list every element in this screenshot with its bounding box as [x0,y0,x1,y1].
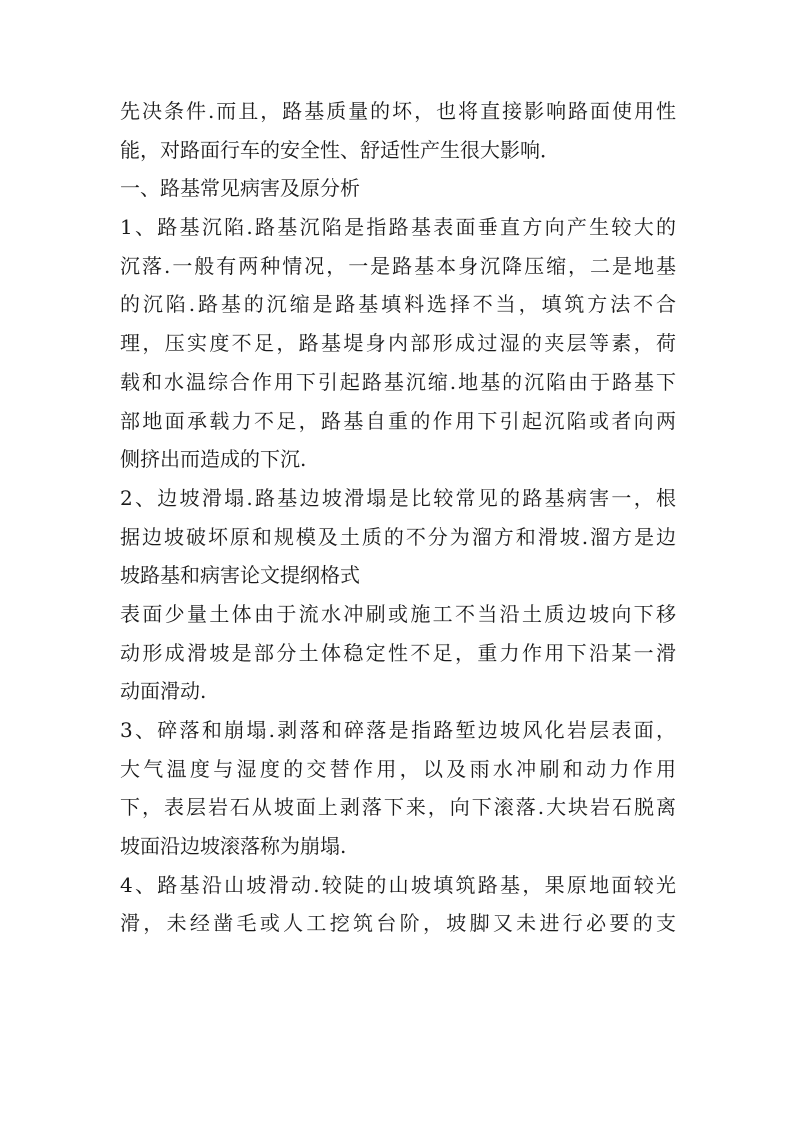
text-line: 载和水温综合作用下引起路基沉缩.地基的沉陷由于路基下 [120,369,676,394]
text-line: 据边坡破坏原和规模及土质的不分为溜方和滑坡.溜方是边 [120,524,676,549]
section-heading: 一、路基常见病害及原分析 [120,176,360,201]
text-line: 侧挤出而造成的下沉. [120,447,307,472]
text-line: 理，压实度不足，路基堤身内部形成过湿的夹层等素，荷 [120,331,676,356]
text-line: 动面滑动. [120,679,207,704]
text-line: 2、边坡滑塌.路基边坡滑塌是比较常见的路基病害一，根 [120,485,676,510]
text-line: 坡路基和病害论文提纲格式 [120,563,360,588]
text-line: 动形成滑坡是部分土体稳定性不足，重力作用下沿某一滑 [120,640,676,665]
text-line: 能，对路面行车的安全性、舒适性产生很大影响． [120,137,560,162]
text-line: 3、碎落和崩塌.剥落和碎落是指路堑边坡风化岩层表面， [120,718,676,742]
text-line: 滑，未经凿毛或人工挖筑台阶，坡脚又未进行必要的支 [120,911,676,936]
text-line: 部地面承载力不足，路基自重的作用下引起沉陷或者向两 [120,408,676,433]
text-line: 4、路基沿山坡滑动.较陡的山坡填筑路基，果原地面较光 [120,872,676,897]
text-line: 1、路基沉陷.路基沉陷是指路基表面垂直方向产生较大的 [120,215,676,240]
text-line: 沉落.一般有两种情况，一是路基本身沉降压缩，二是地基 [120,253,676,278]
text-line: 表面少量土体由于流水冲刷或施工不当沿土质边坡向下移 [120,601,676,626]
text-line: 的沉陷.路基的沉缩是路基填料选择不当，填筑方法不合 [120,292,676,317]
text-line: 大气温度与湿度的交替作用，以及雨水冲刷和动力作用 [120,756,676,781]
body-text [120,92,676,943]
text-line: 下，表层岩石从坡面上剥落下来，向下滚落.大块岩石脱离 [120,795,676,820]
text-line: 先决条件.而且，路基质量的坏，也将直接影响路面使用性 [120,99,676,123]
text-line: 坡面沿边坡滚落称为崩塌. [120,834,347,859]
